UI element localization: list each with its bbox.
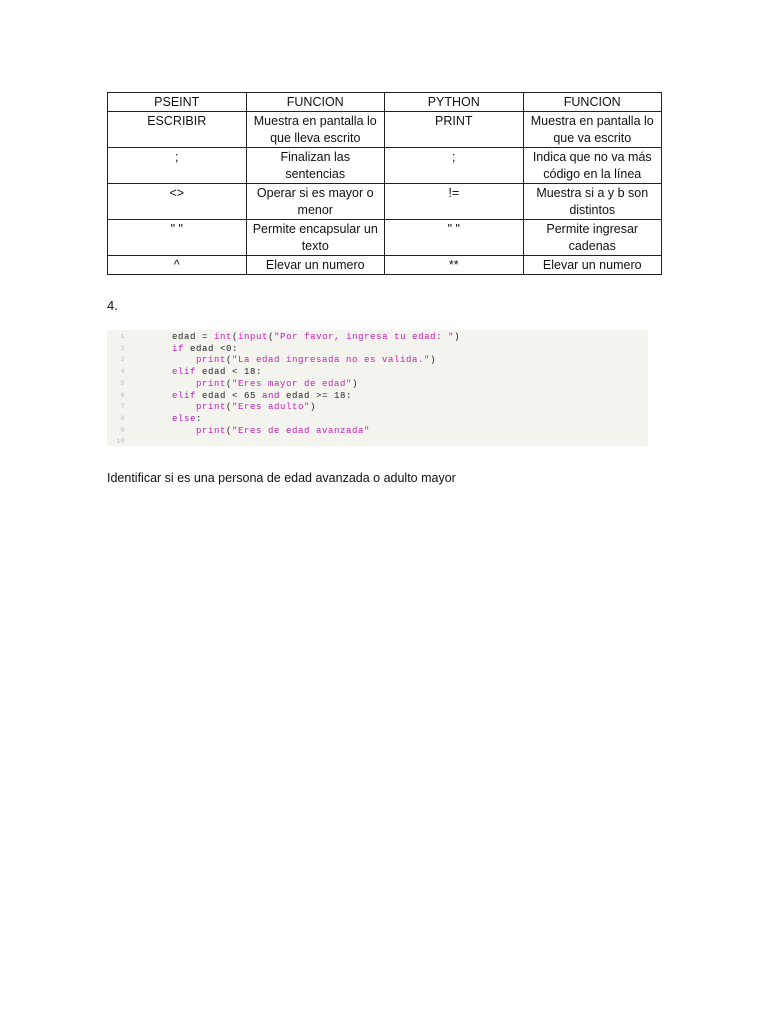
code-token-kw: if <box>172 343 185 354</box>
code-line <box>107 436 648 448</box>
table-cell: Permite encapsular un texto <box>246 220 385 256</box>
code-line <box>107 390 648 402</box>
table-cell: ^ <box>108 256 247 275</box>
code-token-plain: ( <box>226 378 233 389</box>
table-cell: " " <box>108 220 247 256</box>
table-cell: Muestra en pantalla lo que lleva escrito <box>246 112 385 148</box>
code-token-fn: print <box>196 378 227 389</box>
code-text <box>196 354 436 366</box>
line-number: 2 <box>120 344 125 352</box>
code-token-kw: else <box>172 413 197 424</box>
table-cell: != <box>385 184 524 220</box>
code-token-str: "Eres adulto" <box>232 402 311 413</box>
code-text <box>172 331 460 343</box>
code-line <box>107 366 648 378</box>
code-token-kw: elif <box>172 390 197 401</box>
line-number: 7 <box>120 403 125 411</box>
code-line <box>107 425 648 437</box>
code-text <box>172 366 262 378</box>
table-cell: ; <box>108 148 247 184</box>
code-line <box>107 413 648 425</box>
code-token-plain: ) <box>454 332 461 342</box>
code-token-fn: int <box>214 332 233 342</box>
code-token-plain: ) <box>310 402 317 413</box>
table-row <box>108 184 662 220</box>
code-token-plain: ) <box>352 378 359 389</box>
header-funcion-python: FUNCION <box>523 93 662 112</box>
table-row <box>108 256 662 275</box>
table-cell: PRINT <box>385 112 524 148</box>
line-number: 4 <box>120 368 125 376</box>
header-funcion: FUNCION <box>246 93 385 112</box>
line-number: 10 <box>116 438 125 446</box>
line-number: 6 <box>120 391 125 399</box>
table-cell: ; <box>385 148 524 184</box>
code-token-str: "Eres de edad avanzada" <box>232 425 371 436</box>
code-token-fn: input <box>238 332 269 342</box>
table-cell: ** <box>385 256 524 275</box>
code-token-kw: elif <box>172 367 197 378</box>
code-token-plain: edad < 65 <box>196 390 263 401</box>
code-token-plain: : <box>196 413 203 424</box>
header-python: PYTHON <box>385 93 524 112</box>
line-number: 5 <box>120 379 125 387</box>
table-row <box>108 220 662 256</box>
code-token-str: "La edad ingresada no es valida." <box>232 355 431 366</box>
line-number: 1 <box>120 333 125 340</box>
code-token-fn: print <box>196 425 227 436</box>
code-text <box>172 343 238 355</box>
table-cell: Elevar un numero <box>246 256 385 275</box>
code-text <box>196 401 316 413</box>
code-token-str: "Por favor, ingresa tu edad: " <box>274 332 455 342</box>
code-screenshot <box>107 330 648 446</box>
code-token-fn: print <box>196 402 227 413</box>
table-cell: <> <box>108 184 247 220</box>
line-number: 8 <box>120 414 125 422</box>
table-cell: Muestra si a y b son distintos <box>523 184 662 220</box>
table-cell: Permite ingresar cadenas <box>523 220 662 256</box>
code-token-plain: edad >= 18: <box>280 390 353 401</box>
code-text <box>196 425 370 437</box>
code-token-plain: ) <box>430 355 437 366</box>
line-number: 3 <box>120 356 125 364</box>
table-cell: Operar si es mayor o menor <box>246 184 385 220</box>
table-cell: Elevar un numero <box>523 256 662 275</box>
code-text <box>172 390 352 402</box>
code-line <box>107 378 648 390</box>
code-token-plain: edad = <box>172 332 215 342</box>
table-header-row <box>108 93 662 112</box>
table-cell: Indica que no va más código en la línea <box>523 148 662 184</box>
code-text <box>196 378 358 390</box>
code-token-str: "Eres mayor de edad" <box>232 378 353 389</box>
comparison-table <box>107 92 662 275</box>
code-line <box>107 401 648 413</box>
code-token-fn: print <box>196 355 227 366</box>
code-token-plain: ( <box>226 425 233 436</box>
code-token-plain: edad <0: <box>184 343 239 354</box>
code-token-plain: ( <box>226 402 233 413</box>
table-row <box>108 148 662 184</box>
line-number: 9 <box>120 426 125 434</box>
table-cell: " " <box>385 220 524 256</box>
code-line <box>107 331 648 343</box>
table-row <box>108 112 662 148</box>
question-caption: Identificar si es una persona de edad avanzada o adulto mayor <box>107 471 456 485</box>
code-line <box>107 343 648 355</box>
code-token-kw: and <box>262 390 281 401</box>
code-token-plain: ( <box>232 332 239 342</box>
table-cell: Muestra en pantalla lo que va escrito <box>523 112 662 148</box>
table-cell: ESCRIBIR <box>108 112 247 148</box>
header-pseint: PSEINT <box>108 93 247 112</box>
code-token-plain: ( <box>226 355 233 366</box>
code-text <box>172 413 202 425</box>
code-token-plain: ( <box>268 332 275 342</box>
question-number: 4. <box>107 298 118 313</box>
code-token-plain: edad < 18: <box>196 367 263 378</box>
code-line <box>107 354 648 366</box>
table-cell: Finalizan las sentencias <box>246 148 385 184</box>
